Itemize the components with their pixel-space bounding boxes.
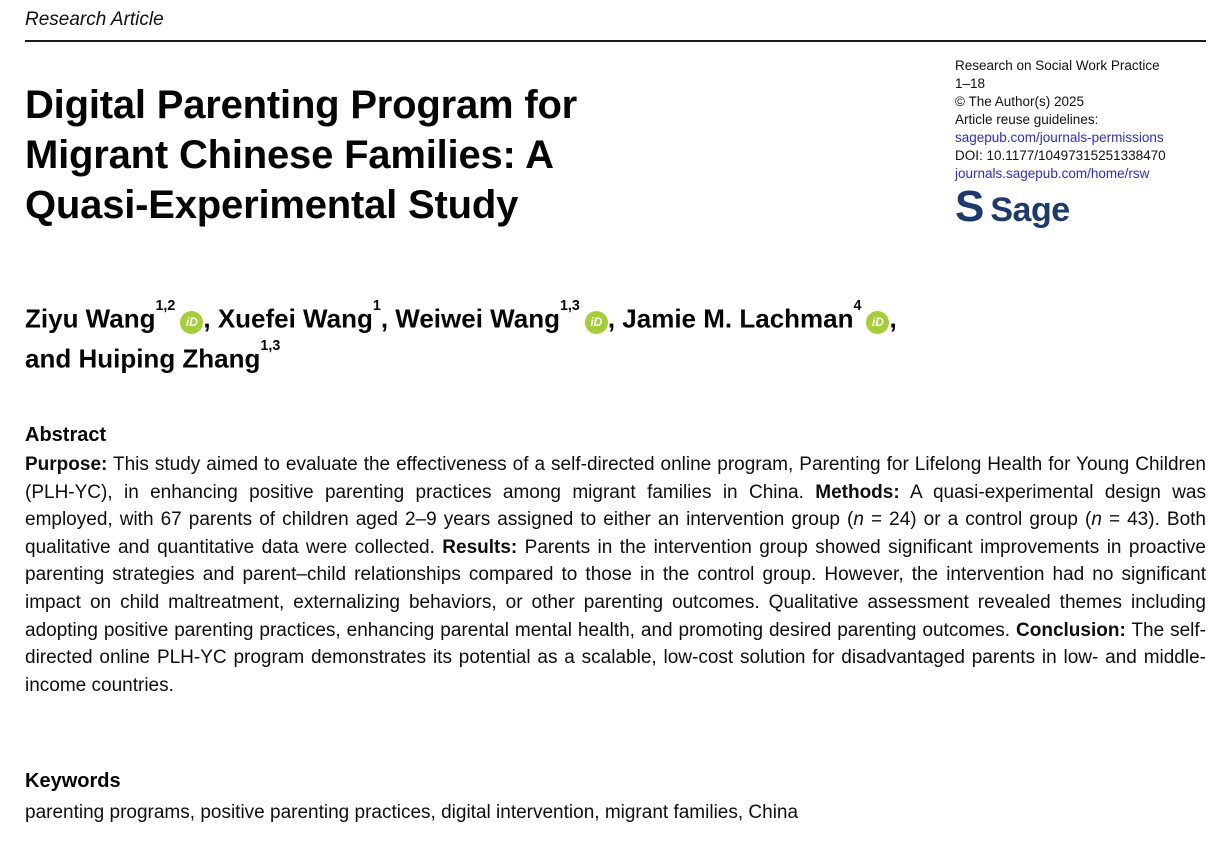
journal-name: Research on Social Work Practice: [955, 58, 1160, 73]
abstract-results-label: Results:: [442, 536, 518, 558]
abstract-heading: Abstract: [25, 424, 107, 446]
sage-wordmark: Sage: [990, 191, 1070, 229]
orcid-icon[interactable]: iD: [180, 311, 203, 334]
journal-copyright: © The Author(s) 2025: [955, 94, 1085, 109]
author-name: and Huiping Zhang: [25, 343, 261, 374]
author-separator: ,: [203, 303, 218, 334]
author-affiliation-sup: 1: [372, 298, 381, 315]
keywords-list: parenting programs, positive parenting practices, digital intervention, migrant families, China: [25, 802, 799, 823]
orcid-icon[interactable]: iD: [866, 311, 889, 334]
abstract-text-segment: Parents in the intervention group showed significant improvements in proactive parenting strategies and parent–child relationships compared to those in the control group. However, the intervention had no significant impact on child maltreatment, externalizing behaviors, or other parenting outcomes. Qualitative assessment revealed themes including adopting positive parenting practices, enhancing parental mental health, and promoting desired parenting outcomes.: [25, 536, 1206, 641]
author-separator: ,: [607, 303, 623, 334]
keywords-heading: Keywords: [25, 770, 121, 792]
article-title-line-3: Quasi-Experimental Study: [25, 183, 519, 227]
journal-home-link[interactable]: journals.sagepub.com/home/rsw: [955, 166, 1150, 181]
abstract-purpose-label: Purpose:: [25, 454, 108, 475]
sage-logo: [955, 182, 1217, 231]
header-divider: [25, 40, 1206, 42]
author-separator: ,: [889, 303, 897, 334]
abstract-text-segment: A quasi-experimental design was employed, with 67 parents of children aged 2–9 years assigned to either an intervention group (: [25, 481, 1206, 531]
article-title-line-2: Migrant Chinese Families: A: [25, 133, 554, 177]
sage-s-icon: S: [955, 182, 984, 231]
reuse-guidelines-label: Article reuse guidelines:: [955, 112, 1099, 127]
article-title-line-1: Digital Parenting Program for: [25, 83, 578, 127]
doi: DOI: 10.1177/10497315251338470: [955, 148, 1166, 163]
author-affiliation-sup: 1,3: [260, 337, 281, 354]
authors-line: [25, 297, 1206, 376]
author-separator: ,: [380, 303, 396, 334]
stat-n-symbol: n: [1091, 509, 1102, 531]
journal-pages: 1–18: [955, 76, 986, 91]
author-affiliation-sup: 4: [853, 298, 862, 315]
author-affiliation-sup: 1,3: [559, 298, 580, 315]
stat-n-symbol: n: [853, 509, 864, 531]
abstract-text-segment: = 43). Both qualitative and quantitative data were collected.: [25, 509, 1206, 558]
orcid-icon[interactable]: iD: [585, 311, 608, 334]
abstract-text: [25, 451, 1206, 699]
article-type-label: Research Article: [25, 9, 164, 30]
journal-info-block: [955, 57, 1217, 231]
article-title: [25, 80, 577, 230]
author-affiliation-sup: 1,2: [155, 298, 176, 315]
abstract-text-segment: = 24) or a control group (: [863, 509, 1092, 531]
abstract-conclusion-label: Conclusion:: [1016, 619, 1126, 641]
author-name: Weiwei Wang: [395, 303, 560, 334]
author-name: Ziyu Wang: [25, 303, 156, 334]
abstract-methods-label: Methods:: [815, 481, 900, 503]
abstract-text-segment: The self-directed online PLH-YC program demonstrates its potential as a scalable, low-cost solution for disadvantaged parents in low- and middle-income countries.: [25, 619, 1206, 696]
author-name: Xuefei Wang: [217, 303, 373, 334]
author-name: Jamie M. Lachman: [622, 303, 854, 334]
permissions-link[interactable]: sagepub.com/journals-permissions: [955, 130, 1164, 145]
abstract-text-segment: This study aimed to evaluate the effectiveness of a self-directed online program, Parenting for Lifelong Health for Young Children (PLH-YC), in enhancing positive parenting practices among migrant families in China.: [25, 454, 1206, 503]
